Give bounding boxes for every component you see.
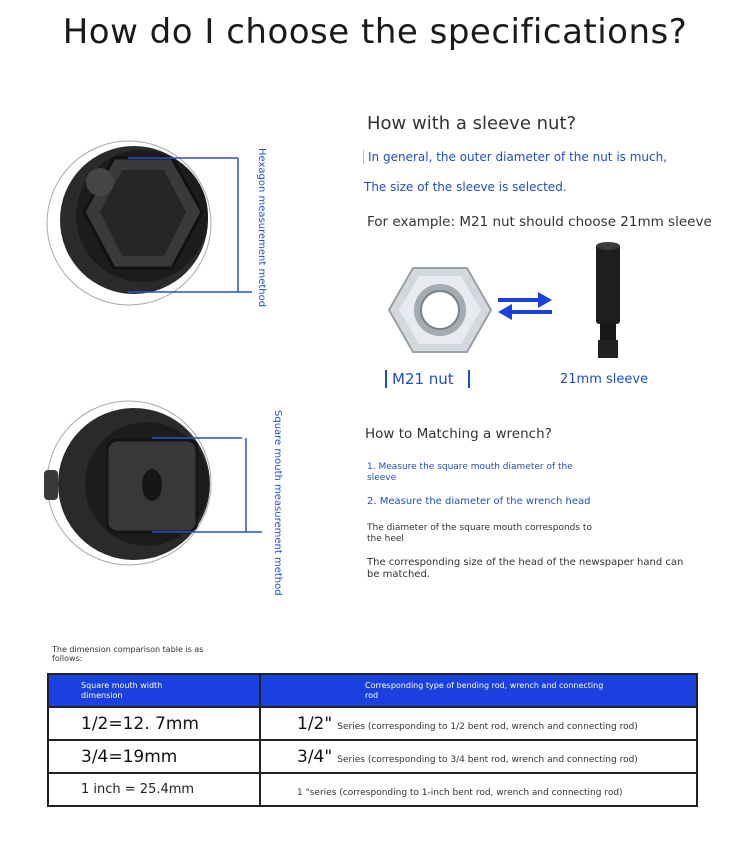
row-type-big: 3/4" xyxy=(297,746,333,767)
wrench-note-2: The corresponding size of the head of the newspaper hand can be matched. xyxy=(367,557,684,580)
wrench-note-1: The diameter of the square mouth corresponds to the heel xyxy=(367,523,592,544)
hex-method-label: Hexagon measurement method xyxy=(256,148,267,308)
table-row xyxy=(48,707,697,740)
square-method-label: Square mouth measurement method xyxy=(272,410,283,596)
exchange-arrows-icon xyxy=(494,290,556,320)
sleeve-line-2: The size of the sleeve is selected. xyxy=(364,180,567,194)
header-col-1-label: Square mouth width dimension xyxy=(81,680,163,700)
sleeve-heading: How with a sleeve nut? xyxy=(367,113,577,134)
header-col-1 xyxy=(48,674,260,707)
wrench-step-2: 2. Measure the diameter of the wrench head xyxy=(367,496,591,507)
sleeve-size-label: 21mm sleeve xyxy=(560,372,649,387)
nut-label: M21 nut xyxy=(385,370,470,388)
row-type-desc: Series (corresponding to 1/2 bent rod, wrench and connecting rod) xyxy=(337,721,638,732)
wrench-heading: How to Matching a wrench? xyxy=(365,426,552,442)
sleeve-example: For example: M21 nut should choose 21mm sleeve xyxy=(367,214,712,230)
row-type xyxy=(260,740,697,773)
table-caption: The dimension comparison table is as follows: xyxy=(52,645,204,663)
row-type-desc: Series (corresponding to 3/4 bent rod, wrench and connecting rod) xyxy=(337,754,638,765)
hex-socket-illustration xyxy=(22,120,292,330)
page-title: How do I choose the specifications? xyxy=(62,12,688,52)
row-size: 1/2=12. 7mm xyxy=(48,707,260,740)
row-type xyxy=(260,773,697,806)
row-size: 1 inch = 25.4mm xyxy=(48,773,260,806)
nut-image xyxy=(385,260,495,360)
table-header-row xyxy=(48,674,697,707)
sleeve-image xyxy=(588,240,628,365)
wrench-step-1: 1. Measure the square mouth diameter of the sleeve xyxy=(367,462,573,483)
square-socket-illustration xyxy=(22,380,292,596)
table-row xyxy=(48,740,697,773)
row-type-desc: 1 "series (corresponding to 1-inch bent rod, wrench and connecting rod) xyxy=(297,788,623,798)
dimension-table xyxy=(47,673,698,807)
row-type xyxy=(260,707,697,740)
row-size: 3/4=19mm xyxy=(48,740,260,773)
header-col-2 xyxy=(260,674,697,707)
row-type-big: 1/2" xyxy=(297,713,333,734)
sleeve-line-1: In general, the outer diameter of the nut is much, xyxy=(363,150,667,164)
header-col-2-label: Corresponding type of bending rod, wrench and connecting rod xyxy=(365,680,604,700)
table-row xyxy=(48,773,697,806)
